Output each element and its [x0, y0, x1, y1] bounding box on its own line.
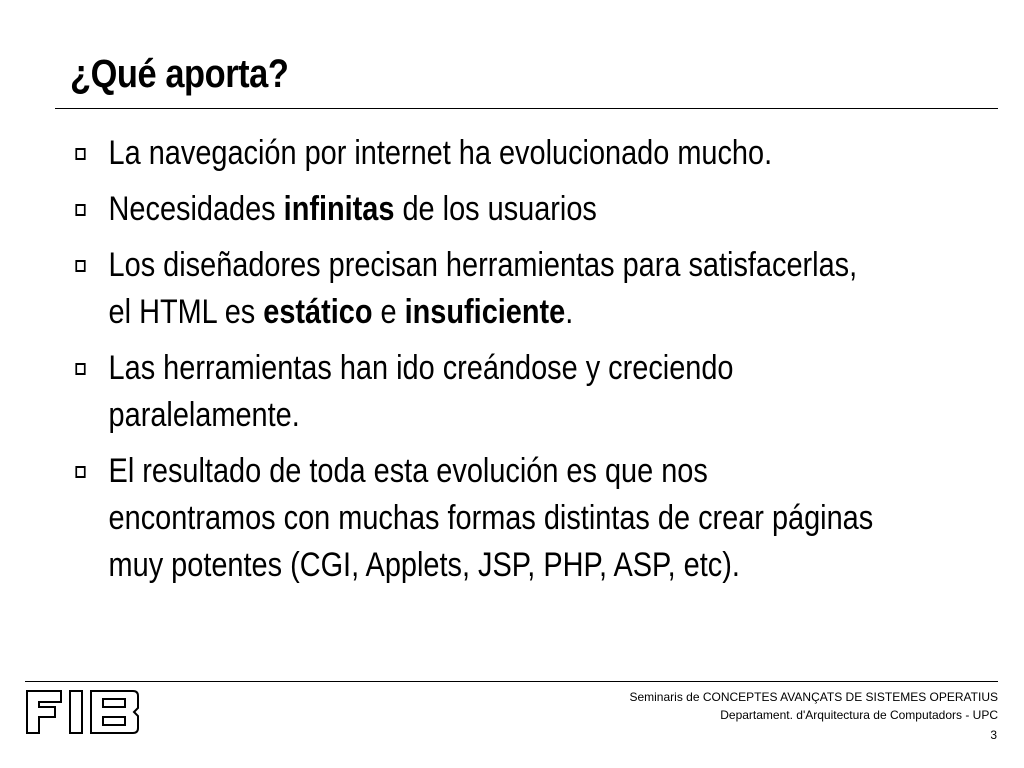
bullet-text: el HTML es [108, 293, 264, 331]
footer-department-line: Departament. d'Arquitectura de Computadors - UPC [720, 708, 998, 722]
hollow-square-bullet-icon [75, 466, 85, 478]
bullet-item [72, 345, 973, 439]
bullet-list [72, 130, 973, 598]
bullet-text: paralelamente. [108, 396, 300, 434]
bullet-emphasis: estático [263, 293, 373, 331]
footer-seminar-line: Seminaris de CONCEPTES AVANÇATS DE SISTEMES OPERATIUS [629, 690, 998, 704]
bullet-text: La navegación por internet ha evolucionado mucho. [108, 134, 773, 172]
bullet-emphasis: infinitas [283, 190, 395, 228]
bullet-text: Los diseñadores precisan herramientas para satisfacerlas, [108, 246, 858, 284]
page-number: 3 [990, 728, 997, 742]
bullet-item [72, 242, 973, 336]
bullet-text: El resultado de toda esta evolución es que nos [108, 452, 708, 490]
hollow-square-bullet-icon [75, 260, 85, 272]
hollow-square-bullet-icon [75, 148, 85, 160]
bullet-item [72, 186, 973, 233]
fib-logo [25, 689, 140, 735]
footer-credits [629, 688, 998, 724]
bullet-text: Necesidades [108, 190, 284, 228]
bullet-text: Las herramientas han ido creándose y creciendo [108, 349, 734, 387]
title-divider [55, 108, 998, 109]
bullet-item [72, 448, 973, 589]
bullet-text: e [372, 293, 405, 331]
bullet-text: encontramos con muchas formas distintas de crear páginas [108, 499, 874, 537]
bullet-text: . [565, 293, 574, 331]
bullet-text: de los usuarios [394, 190, 597, 228]
slide-title: ¿Qué aporta? [70, 52, 289, 96]
bullet-item [72, 130, 973, 177]
footer-divider [25, 681, 998, 682]
bullet-text: muy potentes (CGI, Applets, JSP, PHP, ASP, etc). [108, 546, 740, 584]
hollow-square-bullet-icon [75, 204, 85, 216]
hollow-square-bullet-icon [75, 363, 85, 375]
bullet-emphasis: insuficiente [404, 293, 566, 331]
